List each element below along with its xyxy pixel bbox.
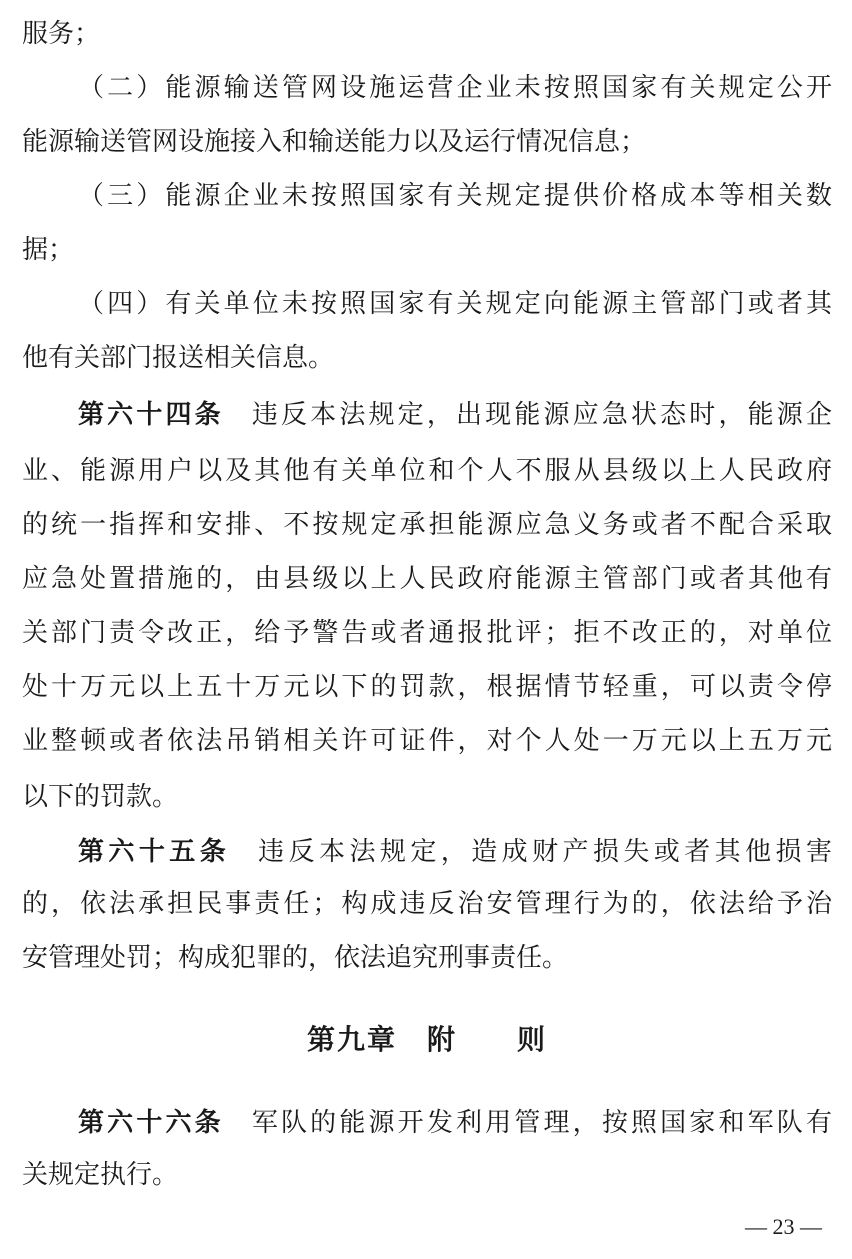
text-line: 据； (22, 235, 75, 265)
text-line: 以下的罚款。 (22, 782, 179, 812)
article-64-heading: 第六十四条 (78, 400, 224, 430)
text-line: 的统一指挥和安排、不按规定承担能源应急义务或者不配合采取 (22, 510, 832, 540)
text-line: （二）能源输送管网设施运营企业未按照国家有关规定公开 (78, 73, 832, 103)
article-64-first-line (22, 395, 832, 435)
article-66-text: 军队的能源开发利用管理，按照国家和军队有 (251, 1108, 832, 1138)
text-line: 处十万元以上五十万元以下的罚款，根据情节轻重，可以责令停 (22, 672, 832, 702)
text-line: （三）能源企业未按照国家有关规定提供价格成本等相关数 (78, 181, 832, 211)
text-line: 服务； (22, 19, 101, 49)
page-number: — 23 — (745, 1214, 822, 1239)
article-64-text: 违反本法规定，出现能源应急状态时，能源企 (251, 400, 832, 430)
article-66-first-line (22, 1103, 832, 1143)
text-line: 应急处置措施的，由县级以上人民政府能源主管部门或者其他有 (22, 564, 832, 594)
chapter-title: 第九章 附 则 (306, 1023, 547, 1056)
text-line: 关规定执行。 (22, 1160, 179, 1190)
text-line: 业、能源用户以及其他有关单位和个人不服从县级以上人民政府 (22, 456, 832, 486)
article-65-first-line (22, 832, 832, 872)
text-line: （四）有关单位未按照国家有关规定向能源主管部门或者其 (78, 289, 832, 319)
article-65-text: 违反本法规定，造成财产损失或者其他损害 (258, 837, 832, 867)
text-line: 他有关部门报送相关信息。 (22, 343, 335, 373)
text-line: 的，依法承担民事责任；构成违反治安管理行为的，依法给予治 (22, 889, 832, 919)
article-66-heading: 第六十六条 (78, 1108, 224, 1138)
text-line: 安管理处罚；构成犯罪的，依法追究刑事责任。 (22, 943, 569, 973)
text-line: 业整顿或者依法吊销相关许可证件，对个人处一万元以上五万元 (22, 726, 832, 756)
text-line: 能源输送管网设施接入和输送能力以及运行情况信息； (22, 127, 647, 157)
text-line: 关部门责令改正，给予警告或者通报批评；拒不改正的，对单位 (22, 618, 832, 648)
article-65-heading: 第六十五条 (78, 837, 231, 867)
